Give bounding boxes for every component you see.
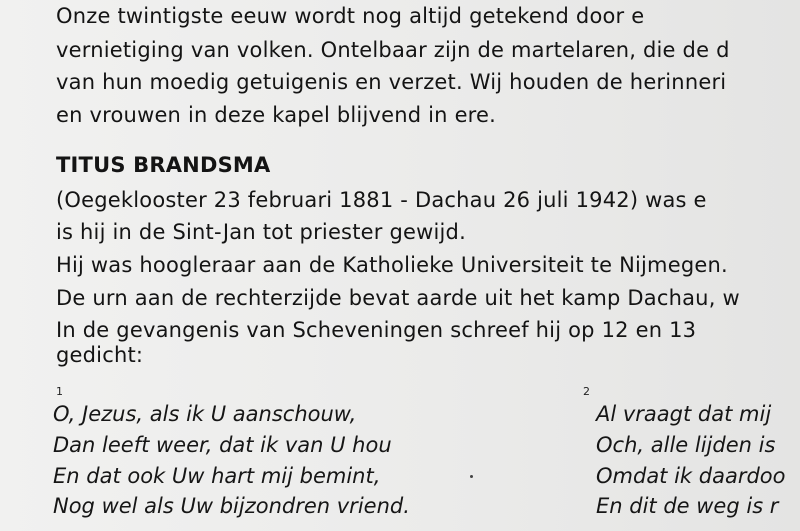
stanza-2-line-4: En dit de weg is r [596, 494, 779, 518]
stanza-1-line-4: Nog wel als Uw bijzondren vriend. [53, 494, 410, 518]
stanza-1-line-2: Dan leeft weer, dat ik van U hou [53, 433, 392, 457]
stanza-2-line-3: Omdat ik daardoo [596, 464, 786, 488]
bio-line-3: Hij was hoogleraar aan de Katholieke Universiteit te Nijmegen. [56, 253, 728, 277]
stanza-2-number: 2 [583, 385, 590, 398]
stanza-2-line-2: Och, alle lijden is [596, 433, 776, 457]
intro-line-1: Onze twintigste eeuw wordt nog altijd getekend door e [56, 4, 645, 28]
bio-line-1: (Oegeklooster 23 februari 1881 - Dachau 26 juli 1942) was e [56, 188, 707, 212]
bio-line-2: is hij in de Sint-Jan tot priester gewijd. [56, 220, 466, 244]
bio-line-4: De urn aan de rechterzijde bevat aarde uit het kamp Dachau, w [56, 286, 740, 310]
stanza-1-line-3: En dat ook Uw hart mij bemint, [53, 464, 381, 488]
surface-speck [470, 475, 473, 478]
bio-line-5: In de gevangenis van Scheveningen schreef hij op 12 en 13 [56, 318, 697, 342]
section-heading: TITUS BRANDSMA [56, 153, 271, 177]
stanza-1-line-1: O, Jezus, als ik U aanschouw, [53, 402, 357, 426]
stanza-2-line-1: Al vraagt dat mij [596, 402, 772, 426]
bio-line-6: gedicht: [56, 343, 144, 367]
intro-line-2: vernietiging van volken. Ontelbaar zijn de martelaren, die de d [56, 38, 730, 62]
intro-line-3: van hun moedig getuigenis en verzet. Wij houden de herinneri [56, 70, 727, 94]
intro-line-4: en vrouwen in deze kapel blijvend in ere. [56, 103, 497, 127]
stanza-1-number: 1 [56, 385, 63, 398]
